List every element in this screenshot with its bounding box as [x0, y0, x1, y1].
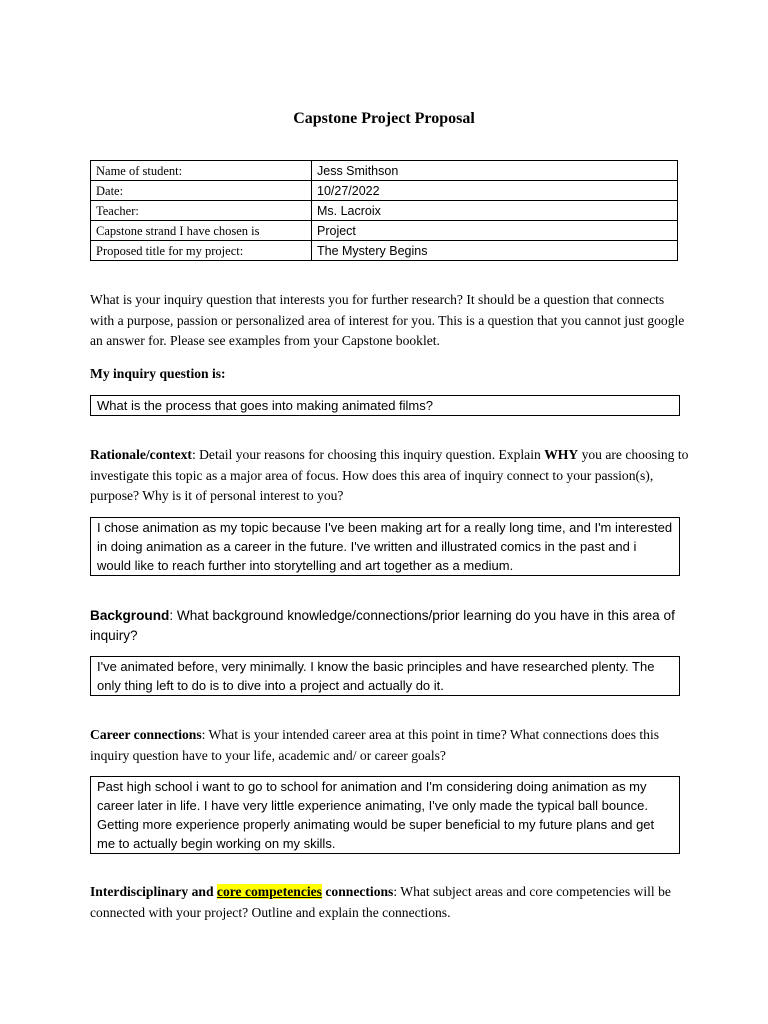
rationale-prompt — [90, 445, 690, 507]
background-prompt — [90, 606, 690, 646]
career-label: Career connections — [90, 727, 202, 742]
student-info-table — [90, 160, 678, 261]
interdisciplinary-prompt-text: : What subject areas and core competencies will be connected with your project? Outline and explain the connections. — [90, 884, 671, 920]
inquiry-prompt: What is your inquiry question that interests you for further research? It should be a question that connects with a purpose, passion or personalized area of interest for you. This is a question that you cannot just google an answer for. Please see examples from your Capstone booklet. — [90, 292, 685, 348]
rationale-answer-box[interactable]: I chose animation as my topic because I've been making art for a really long time, and I'm interested in doing animation as a career in the future. I've written and illustrated comics in the past and i would like to reach further into storytelling and art together as a medium. — [90, 517, 680, 576]
table-row — [91, 181, 678, 201]
background-label: Background — [90, 608, 170, 623]
career-prompt-text: : What is your intended career area at this point in time? What connections does this inquiry question have to your life, academic and/ or career goals? — [90, 727, 660, 763]
row-label: Capstone strand I have chosen is — [91, 221, 312, 241]
row-value[interactable]: 10/27/2022 — [312, 181, 678, 201]
row-value[interactable]: The Mystery Begins — [312, 241, 678, 261]
interdisciplinary-label-2: connections — [321, 884, 394, 899]
table-row — [91, 241, 678, 261]
row-value[interactable]: Jess Smithson — [312, 161, 678, 181]
row-label: Date: — [91, 181, 312, 201]
core-competencies-highlight: core competencies — [216, 884, 322, 899]
inquiry-heading: My inquiry question is: — [90, 366, 226, 381]
interdisciplinary-prompt — [90, 882, 690, 923]
rationale-prompt-text-2: you are choosing to investigate this topic as a major area of focus. How does this area of inquiry connect to your passion(s), purpose? Why is it of personal interest to you? — [90, 447, 689, 503]
row-value[interactable]: Ms. Lacroix — [312, 201, 678, 221]
table-row — [91, 201, 678, 221]
rationale-prompt-text: : Detail your reasons for choosing this inquiry question. Explain — [191, 447, 545, 462]
rationale-label: Rationale/context — [90, 447, 192, 462]
table-row — [91, 221, 678, 241]
interdisciplinary-label: Interdisciplinary and — [90, 884, 217, 899]
row-label: Name of student: — [91, 161, 312, 181]
row-label: Teacher: — [91, 201, 312, 221]
page-title: Capstone Project Proposal — [293, 110, 475, 127]
background-answer-box[interactable]: I've animated before, very minimally. I know the basic principles and have researched plenty. The only thing left to do is to dive into a project and actually do it. — [90, 656, 680, 696]
row-value[interactable]: Project — [312, 221, 678, 241]
background-prompt-text: : What background knowledge/connections/prior learning do you have in this area of inquiry? — [90, 608, 675, 643]
career-prompt — [90, 725, 690, 766]
why-emphasis: WHY — [544, 447, 579, 462]
row-label: Proposed title for my project: — [91, 241, 312, 261]
career-answer-box[interactable]: Past high school i want to go to school for animation and I'm considering doing animation as my career later in life. I have very little experience animating, I've only made the typical ball bounce. Getting more experience properly animating would be super beneficial to my future plans and get me to actually begin working on my skills. — [90, 776, 680, 854]
inquiry-answer-box[interactable]: What is the process that goes into making animated films? — [90, 395, 680, 416]
table-row — [91, 161, 678, 181]
